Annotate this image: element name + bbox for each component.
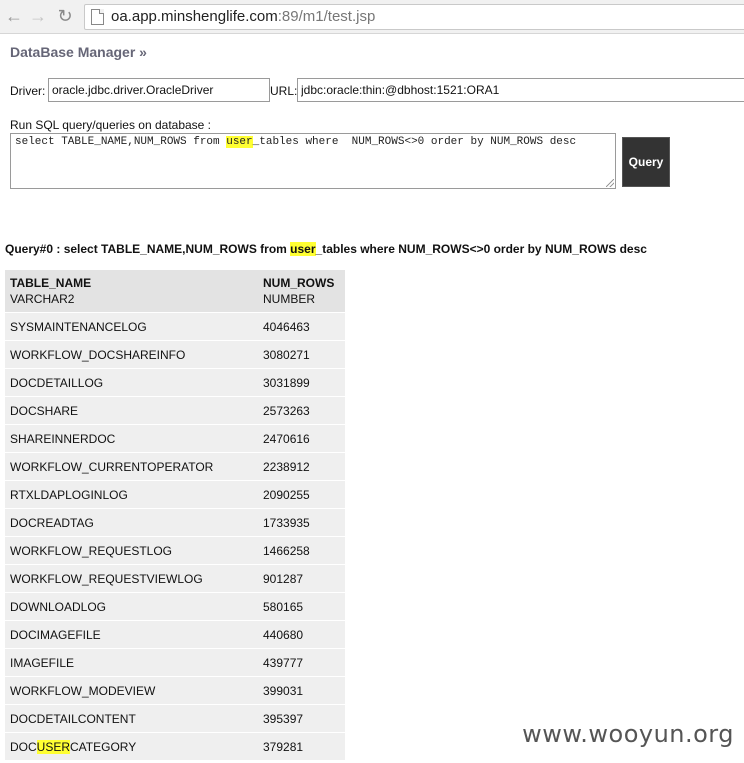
table-row bbox=[5, 621, 345, 649]
cell-table-name: DOWNLOADLOG bbox=[5, 593, 258, 621]
query-heading bbox=[5, 242, 647, 256]
cell-num-rows: 439777 bbox=[258, 649, 345, 677]
result-table bbox=[5, 270, 345, 761]
cell-num-rows: 1733935 bbox=[258, 509, 345, 537]
cell-table-name: WORKFLOW_REQUESTVIEWLOG bbox=[5, 565, 258, 593]
query-button[interactable]: Query bbox=[622, 137, 670, 187]
table-row bbox=[5, 565, 345, 593]
driver-input[interactable] bbox=[48, 78, 270, 102]
table-row bbox=[5, 677, 345, 705]
cell-table-name: WORKFLOW_CURRENTOPERATOR bbox=[5, 453, 258, 481]
resize-grip-icon[interactable] bbox=[606, 179, 614, 187]
browser-toolbar bbox=[0, 0, 744, 34]
cell-num-rows: 2573263 bbox=[258, 397, 345, 425]
sql-textarea[interactable] bbox=[10, 133, 616, 189]
cell-table-name bbox=[5, 733, 258, 761]
driver-label: Driver: bbox=[10, 84, 46, 98]
table-row bbox=[5, 397, 345, 425]
url-path: :89/m1/test.jsp bbox=[277, 8, 376, 25]
query-heading-highlight: user bbox=[290, 242, 316, 256]
query-heading-before: Query#0 : select TABLE_NAME,NUM_ROWS from bbox=[5, 242, 291, 256]
column-type: NUMBER bbox=[263, 292, 316, 306]
cell-num-rows: 901287 bbox=[258, 565, 345, 593]
page-icon bbox=[91, 9, 104, 25]
cell-num-rows: 2470616 bbox=[258, 425, 345, 453]
table-row bbox=[5, 425, 345, 453]
cell-table-name: WORKFLOW_DOCSHAREINFO bbox=[5, 341, 258, 369]
table-row bbox=[5, 649, 345, 677]
cell-table-name: RTXLDAPLOGINLOG bbox=[5, 481, 258, 509]
url-label: URL: bbox=[270, 84, 298, 98]
cell-table-name: SHAREINNERDOC bbox=[5, 425, 258, 453]
address-url bbox=[111, 8, 375, 26]
column-header-num-rows bbox=[258, 270, 345, 313]
table-row bbox=[5, 453, 345, 481]
sql-text-highlight: user bbox=[226, 136, 253, 148]
table-row bbox=[5, 369, 345, 397]
watermark: www.wooyun.org bbox=[522, 720, 734, 748]
table-row bbox=[5, 481, 345, 509]
table-row bbox=[5, 341, 345, 369]
cell-table-name: WORKFLOW_MODEVIEW bbox=[5, 677, 258, 705]
table-row bbox=[5, 593, 345, 621]
table-row bbox=[5, 705, 345, 733]
cell-num-rows: 1466258 bbox=[258, 537, 345, 565]
column-name: TABLE_NAME bbox=[10, 276, 92, 290]
url-input[interactable] bbox=[297, 78, 744, 102]
cell-num-rows: 379281 bbox=[258, 733, 345, 761]
cell-text-highlight: USER bbox=[36, 739, 71, 754]
cell-table-name: DOCIMAGEFILE bbox=[5, 621, 258, 649]
page-title: DataBase Manager » bbox=[10, 44, 147, 60]
url-host: oa.app.minshenglife.com bbox=[111, 8, 278, 25]
sql-label: Run SQL query/queries on database : bbox=[10, 118, 212, 132]
column-name: NUM_ROWS bbox=[263, 276, 335, 290]
table-header-row bbox=[5, 270, 345, 313]
cell-table-name: IMAGEFILE bbox=[5, 649, 258, 677]
cell-table-name: DOCREADTAG bbox=[5, 509, 258, 537]
cell-num-rows: 2238912 bbox=[258, 453, 345, 481]
cell-num-rows: 4046463 bbox=[258, 313, 345, 341]
cell-num-rows: 395397 bbox=[258, 705, 345, 733]
table-row bbox=[5, 537, 345, 565]
cell-text-before: DOC bbox=[10, 739, 37, 754]
cell-table-name: DOCSHARE bbox=[5, 397, 258, 425]
cell-table-name: WORKFLOW_REQUESTLOG bbox=[5, 537, 258, 565]
table-row bbox=[5, 733, 345, 761]
column-type: VARCHAR2 bbox=[10, 292, 75, 306]
table-row bbox=[5, 509, 345, 537]
cell-text-after: CATEGORY bbox=[70, 739, 137, 754]
sql-text-before: select TABLE_NAME,NUM_ROWS from bbox=[15, 136, 227, 148]
cell-num-rows: 3080271 bbox=[258, 341, 345, 369]
cell-num-rows: 3031899 bbox=[258, 369, 345, 397]
cell-table-name: SYSMAINTENANCELOG bbox=[5, 313, 258, 341]
sql-text-after: _tables where NUM_ROWS<>0 order by NUM_ROWS desc bbox=[252, 136, 577, 148]
forward-arrow-icon[interactable]: → bbox=[29, 6, 47, 26]
cell-num-rows: 580165 bbox=[258, 593, 345, 621]
query-heading-after: _tables where NUM_ROWS<>0 order by NUM_ROWS desc bbox=[315, 242, 647, 256]
address-bar[interactable] bbox=[84, 4, 744, 30]
cell-table-name: DOCDETAILCONTENT bbox=[5, 705, 258, 733]
cell-num-rows: 2090255 bbox=[258, 481, 345, 509]
cell-table-name: DOCDETAILLOG bbox=[5, 369, 258, 397]
table-row bbox=[5, 313, 345, 341]
column-header-table-name bbox=[5, 270, 258, 313]
back-arrow-icon[interactable]: ← bbox=[5, 6, 23, 26]
cell-num-rows: 440680 bbox=[258, 621, 345, 649]
reload-icon[interactable]: ↻ bbox=[57, 6, 73, 26]
cell-num-rows: 399031 bbox=[258, 677, 345, 705]
